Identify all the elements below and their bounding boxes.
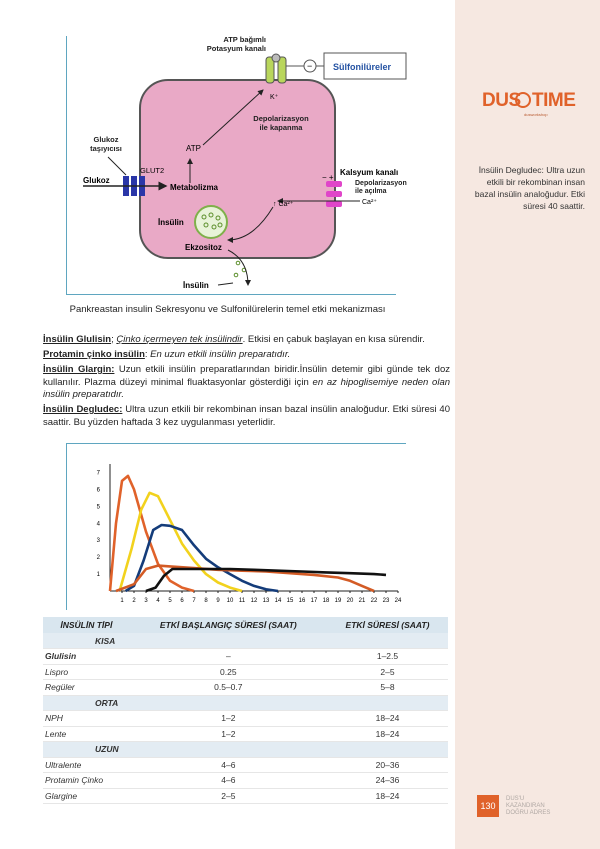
section-label: KISA [43,633,448,649]
section-label: ORTA [43,695,448,711]
cell-onset: 0.25 [130,664,327,680]
table-row [43,726,448,742]
cell-type: Protamin Çinko [43,773,130,789]
atp-channel-icon [266,54,286,83]
cell-onset: 4–6 [130,757,327,773]
x-tick-label: 5 [168,598,172,604]
atp-label: ATP [186,144,201,153]
paragraph-protamin [43,349,450,362]
header-duration: ETKİ SÜRESİ (SAAT) [327,617,448,633]
chart-frame-top [66,443,406,444]
glut-carrier-text: Glukoz taşıyıcısı [90,135,122,153]
paragraph-glargin [43,364,450,402]
glucose-label: Glukoz [83,176,110,185]
term: İnsülin Degludec: [43,404,123,415]
cell-duration: 1–2.5 [327,649,448,665]
x-tick-label: 24 [394,598,402,604]
header-onset: ETKİ BAŞLANGIÇ SÜRESİ (SAAT) [130,617,327,633]
brand-line: DUS'U [506,796,525,802]
beta-cell [140,80,335,258]
k-ion: K⁺ [270,94,279,101]
cell-duration: 5–8 [327,680,448,696]
depol-close-text: Depolarizasyon ile kapanma [253,114,309,132]
x-tick-label: 17 [310,598,318,604]
x-tick-label: 7 [192,598,196,604]
cell-duration: 24–36 [327,773,448,789]
y-tick-label: 7 [96,470,100,477]
term: Protamin çinko insülin [43,349,145,360]
x-tick-label: 6 [180,598,184,604]
cell-type: Lente [43,726,130,742]
figure-caption: Pankreastan insulin Sekresyonu ve Sulfonilürelerin temel etki mekanizması [69,304,386,315]
y-tick-label: 1 [96,572,100,579]
rest: . Etkisi en çabuk başlayan en kısa sürendir. [242,334,425,345]
cell-onset: 0.5–0.7 [130,680,327,696]
cell-duration: 18–24 [327,726,448,742]
y-tick-label: 3 [96,538,100,545]
term: İnsülin Glargin: [43,364,115,375]
figure-frame-top [66,36,67,294]
sulfonylurea-label: Sülfonilüreler [333,62,392,72]
header-type: İNSÜLİN TİPİ [43,617,130,633]
text: Ultra uzun etkili bir rekombinan insan bazal insülin analoğudur. Etki süresi 40 saattir. Bu yüzden haftada 3 kez uygulanması yeterlidir. [43,404,450,428]
insulin-secretion-diagram [78,35,448,295]
x-tick-label: 8 [204,598,208,604]
term: İnsülin Glulisin [43,334,112,345]
minus-plus: − + [322,173,334,182]
table-header-row [43,617,448,633]
metabolism-label: Metabolizma [170,183,219,192]
ca-in-label: ↑ Ca²⁺ [273,201,294,208]
table-row [43,649,448,665]
table-section-row [43,695,448,711]
logo-right: TIME [532,90,576,111]
x-tick-label: 11 [238,598,246,604]
y-tick-label: 2 [96,555,100,562]
x-tick-label: 16 [298,598,306,604]
paragraph-glulisin [43,334,450,347]
tooth-icon [515,92,531,108]
cell-type: NPH [43,711,130,727]
exocytosis-label: Ekzositoz [185,243,222,252]
text: Uzun etkili insülin preparatlarından biridir.İnsülin detemir gibi günde tek doz kullanılır. Plazma düzeyi minimal fluaktasyonlar gösterdiği için [43,364,450,388]
logo [482,90,576,120]
table-section-row [43,633,448,649]
cell-onset: 1–2 [130,726,327,742]
table-row [43,757,448,773]
x-tick-label: 4 [156,598,160,604]
logo-left: DUS [482,90,521,111]
insulin-granule-label: İnsülin [158,218,184,227]
cell-duration: 18–24 [327,711,448,727]
x-tick-label: 12 [250,598,258,604]
table-row [43,664,448,680]
section-label: UZUN [43,742,448,758]
brand-line: KAZANDIRAN [506,803,545,809]
x-tick-label: 19 [334,598,342,604]
sidebar [455,0,600,849]
cell-type: Lispro [43,664,130,680]
minus-sign: − [307,61,313,71]
brand-text [506,796,586,817]
glut2-label: GLUT2 [140,166,165,175]
table-row [43,680,448,696]
cell-type: Glulisin [43,649,130,665]
calcium-channel-icon [326,181,342,207]
cell-duration: 18–24 [327,788,448,804]
x-tick-label: 20 [346,598,354,604]
insulin-action-chart [88,458,406,606]
x-tick-label: 23 [382,598,390,604]
italic-text: en az hipoglisemiye neden olan insülin preparatıdır. [43,376,451,400]
x-tick-label: 3 [144,598,148,604]
cell-type: Regüler [43,680,130,696]
ca-out-label: Ca²⁺ [362,199,377,206]
sep: : [144,349,151,360]
table-row [43,773,448,789]
x-tick-label: 15 [286,598,294,604]
y-tick-label: 6 [96,487,100,494]
calcium-channel-label: Kalsyum kanalı [340,168,399,177]
x-tick-label: 14 [274,598,282,604]
table-row [43,711,448,727]
cell-onset: 1–2 [130,711,327,727]
cell-onset: 2–5 [130,788,327,804]
logo-sub: dusworkshop [524,112,548,117]
x-tick-label: 13 [262,598,270,604]
side-note: İnsülin Degludec: Ultra uzun etkili bir rekombinan insan bazal insülin analoğudur. Etki süresi 40 saattir. [474,165,585,211]
insulin-out-label: İnsülin [183,281,209,290]
x-tick-label: 21 [358,598,366,604]
cell-onset: – [130,649,327,665]
x-tick-label: 18 [322,598,330,604]
page-number: 130 [477,795,499,817]
x-tick-label: 2 [132,598,136,604]
cell-duration: 2–5 [327,664,448,680]
cell-type: Ultralente [43,757,130,773]
x-tick-label: 22 [370,598,378,604]
italic-text: En uzun etkili insülin preparatıdır. [150,349,291,360]
cell-type: Glargine [43,788,130,804]
italic-text: Çinko içermeyen tek insülindir [116,334,243,345]
table-section-row [43,742,448,758]
brand-line: DOĞRU ADRES [506,810,551,816]
x-tick-label: 1 [120,598,124,604]
y-tick-label: 5 [96,504,100,511]
atp-channel-text: ATP bağımlı Potasyum kanalı [206,35,266,53]
depol-open-text: Depolarizasyon ile açılma [355,180,407,195]
x-tick-label: 10 [226,598,234,604]
insulin-table [43,617,448,804]
cell-onset: 4–6 [130,773,327,789]
table-row [43,788,448,804]
x-tick-label: 9 [216,598,220,604]
paragraph-degludec [43,404,450,429]
cell-duration: 20–36 [327,757,448,773]
sep: ; [111,334,117,345]
insulin-granule [195,206,227,238]
chart-frame-left [66,443,67,610]
y-tick-label: 4 [96,521,100,528]
